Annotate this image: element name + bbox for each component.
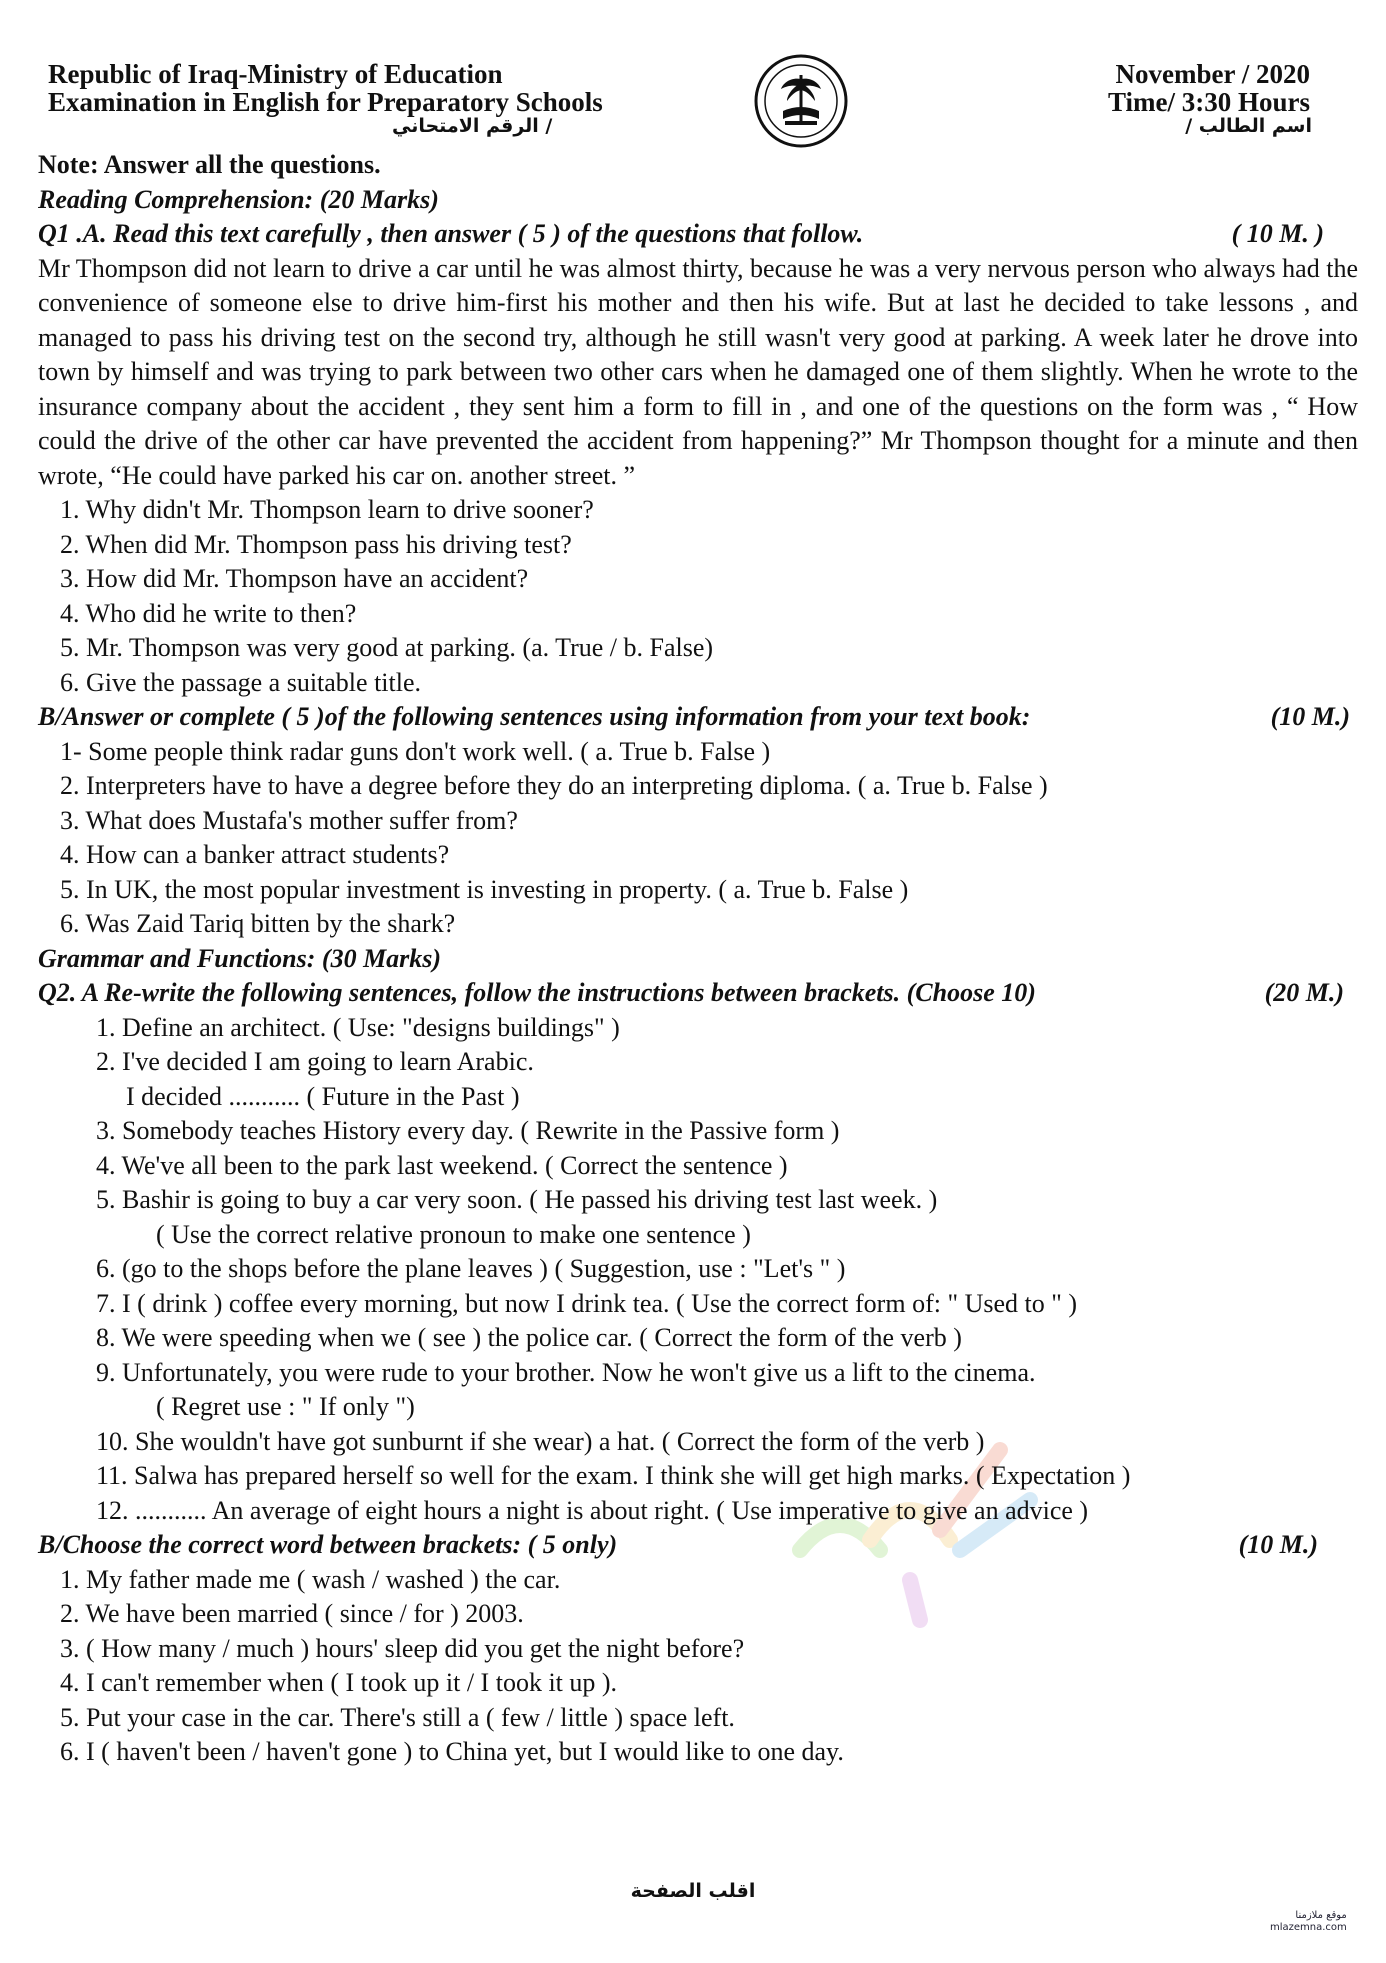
q2a-heading (38, 976, 1358, 1011)
list-item: 5. Put your case in the car. There's still a ( few / little ) space left. (60, 1702, 735, 1732)
list-item: 2. We have been married ( since / for ) 2003. (60, 1599, 524, 1628)
header-exam-title: Examination in English for Preparatory Schools (48, 87, 603, 117)
list-item: 6. I ( haven't been / haven't gone ) to China yet, but I would like to one day. (60, 1737, 844, 1766)
list-item: 4. I can't remember when ( I took up it / I took it up ). (60, 1668, 618, 1697)
list-item-continuation: ( Regret use : " If only ") (156, 1392, 415, 1421)
list-item: 1. My father made me ( wash / washed ) the car. (60, 1564, 561, 1594)
q2a-instruction: Q2. A Re-write the following sentences, follow the instructions between brackets. (Choose 10) (38, 978, 1036, 1007)
list-item: 3. What does Mustafa's mother suffer from? (60, 805, 518, 835)
exam-number-label: الرقم الامتحاني / (392, 115, 553, 137)
list-item: 4. We've all been to the park last weekend. ( Correct the sentence ) (96, 1150, 788, 1180)
list-item: 8. We were speeding when we ( see ) the police car. ( Correct the form of the verb ) (96, 1323, 962, 1352)
header-left (48, 60, 603, 116)
q1a-marks: ( 10 M. ) (1231, 219, 1324, 248)
list-item: 1. Why didn't Mr. Thompson learn to drive sooner? (60, 495, 594, 524)
exam-body (38, 148, 1358, 1770)
q1b-instruction: B/Answer or complete ( 5 )of the following sentences using information from your text book: (38, 702, 1031, 731)
list-item: 4. How can a banker attract students? (60, 840, 450, 869)
q2a-marks: (20 M.) (1264, 978, 1344, 1007)
q2b-marks: (10 M.) (1238, 1530, 1318, 1559)
list-item: 4. Who did he write to then? (60, 598, 357, 628)
q2b-instruction: B/Choose the correct word between brackets: ( 5 only) (38, 1530, 618, 1559)
list-item: 10. She wouldn't have got sunburnt if she wear) a hat. ( Correct the form of the verb ) (96, 1426, 985, 1456)
list-item: 11. Salwa has prepared herself so well for the exam. I think she will get high marks. ( Expectation ) (96, 1461, 1131, 1490)
turn-page-label: اقلب الصفحة (630, 1880, 756, 1902)
q2a-items (38, 1011, 1358, 1529)
student-name-label: اسم الطالب / (1185, 115, 1312, 137)
list-item: 1. Define an architect. ( Use: "designs buildings" ) (96, 1012, 620, 1042)
q1b-heading (38, 700, 1358, 735)
list-item: 6. (go to the shops before the plane leaves ) ( Suggestion, use : "Let's " ) (96, 1254, 846, 1283)
site-url: mlazemna.com (1270, 1922, 1347, 1933)
q1a-heading (38, 217, 1358, 252)
header-right (1108, 60, 1310, 116)
header-date: November / 2020 (1115, 59, 1310, 89)
q1b-marks: (10 M.) (1270, 702, 1350, 731)
reading-section-title: Reading Comprehension: (20 Marks) (38, 184, 439, 214)
q1b-questions (38, 735, 1358, 942)
site-name: موقع ملازمنا (1295, 1910, 1347, 1921)
list-item: 2. When did Mr. Thompson pass his driving test? (60, 529, 572, 559)
list-item: 2. I've decided I am going to learn Arabic. (96, 1047, 534, 1076)
list-item: 3. ( How many / much ) hours' sleep did you get the night before? (60, 1633, 745, 1663)
list-item-continuation: I decided ........... ( Future in the Past ) (126, 1081, 520, 1111)
list-item: 3. Somebody teaches History every day. ( Rewrite in the Passive form ) (96, 1116, 840, 1145)
q1a-questions (38, 493, 1358, 700)
list-item: 7. I ( drink ) coffee every morning, but now I drink tea. ( Use the correct form of: " Used to " ) (96, 1288, 1077, 1318)
q1a-instruction: Q1 .A. Read this text carefully , then answer ( 5 ) of the questions that follow. (38, 219, 864, 248)
note: Note: Answer all the questions. (38, 150, 381, 179)
q2b-heading (38, 1528, 1358, 1563)
site-watermark (1270, 1910, 1347, 1934)
list-item: 5. Bashir is going to buy a car very soon. ( He passed his driving test last week. ) (96, 1185, 938, 1214)
list-item: 2. Interpreters have to have a degree before they do an interpreting diploma. ( a. True b. False ) (60, 771, 1048, 800)
header-time: Time/ 3:30 Hours (1108, 87, 1310, 117)
list-item: 9. Unfortunately, you were rude to your brother. Now he won't give us a lift to the cinema. (96, 1357, 1036, 1387)
reading-passage: Mr Thompson did not learn to drive a car until he was almost thirty, because he was a very nervous person who always had the convenience of someone else to drive him-first his mother and then his wife. But at last he decided to take lessons , and managed to pass his driving test on the second try, although he still wasn't very good at parking. A week later he drove into town by himself and was trying to park between two other cars when he damaged one of them slightly. When he wrote to the insurance company about the accident , they sent him a form to fill in , and one of the questions on the form was , “ How could the drive of the other car have prevented the accident from happening?” Mr Thompson thought for a minute and then wrote, “He could have parked his car on. another street. ” (38, 253, 1358, 490)
list-item-continuation: ( Use the correct relative pronoun to make one sentence ) (156, 1219, 751, 1249)
list-item: 6. Give the passage a suitable title. (60, 667, 422, 697)
list-item: 12. ........... An average of eight hours a night is about right. ( Use imperative to give an advice ) (96, 1495, 1089, 1525)
q2b-items (38, 1563, 1358, 1770)
list-item: 5. Mr. Thompson was very good at parking. (a. True / b. False) (60, 633, 714, 662)
list-item: 6. Was Zaid Tariq bitten by the shark? (60, 909, 456, 938)
grammar-section-title: Grammar and Functions: (30 Marks) (38, 943, 442, 973)
list-item: 1- Some people think radar guns don't work well. ( a. True b. False ) (60, 736, 771, 766)
list-item: 5. In UK, the most popular investment is investing in property. ( a. True b. False ) (60, 874, 909, 904)
ministry-seal-icon (753, 53, 849, 149)
list-item: 3. How did Mr. Thompson have an accident? (60, 564, 529, 593)
header-ministry: Republic of Iraq-Ministry of Education (48, 59, 503, 89)
